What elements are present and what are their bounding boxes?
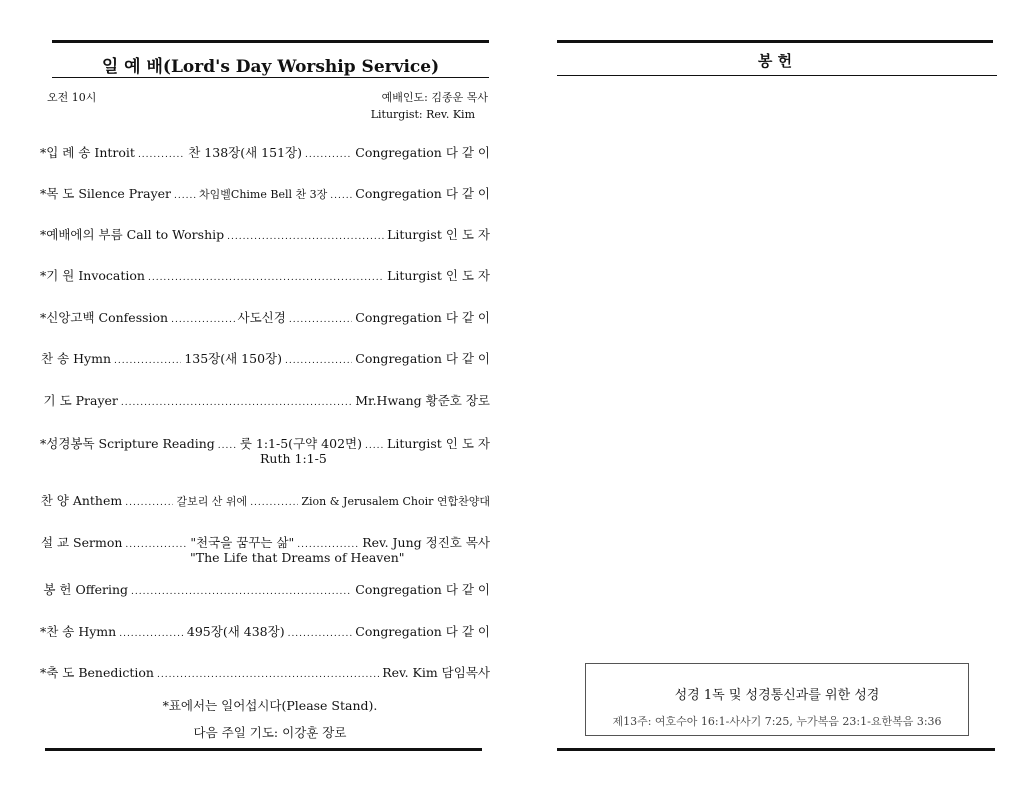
bible-reading-title: 성경 1독 및 성경통신과를 위한 성경	[674, 688, 880, 703]
service-item-leader: Congregation 다 같 이	[355, 145, 490, 160]
service-item	[40, 225, 490, 243]
leader-korean: 예배인도: 김종운 목사	[381, 91, 488, 104]
dot-leader	[131, 587, 352, 597]
service-item-leader: Congregation 다 같 이	[355, 624, 490, 639]
service-item-detail: 갈보리 산 위에	[176, 495, 248, 508]
bible-reading-text: 제13주: 여호수아 16:1-사사기 7:25, 누가복음 23:1-요한복음 3:36	[612, 715, 942, 728]
service-item-leader: Congregation 다 같 이	[355, 186, 490, 201]
service-item-title: 입 례 송 Introit	[46, 145, 135, 160]
dot-leader	[114, 356, 181, 366]
service-item-leader: Mr.Hwang 황준호 장로	[355, 393, 490, 408]
service-item-title: 기 원 Invocation	[46, 268, 145, 283]
right-bottom-rule	[557, 748, 995, 751]
service-item-detail: 495장(새 438장)	[186, 624, 285, 639]
service-item	[40, 434, 490, 452]
dot-leader	[119, 629, 184, 639]
dot-leader	[330, 191, 352, 201]
worship-title: 일 예 배(Lord's Day Worship Service)	[101, 57, 440, 77]
dot-leader	[365, 441, 384, 451]
service-item-title: 예배에의 부름 Call to Worship	[46, 227, 225, 242]
dot-leader	[289, 315, 352, 325]
next-week-prayer: 다음 주일 기도: 이강훈 장로	[193, 725, 347, 740]
service-item-title: 설 교 Sermon	[40, 535, 123, 550]
service-item-leader: Liturgist 인 도 자	[387, 436, 490, 451]
service-item-title: 기 도 Prayer	[43, 393, 118, 408]
dot-leader	[305, 150, 352, 160]
service-item	[40, 580, 490, 598]
service-item-leader: Congregation 다 같 이	[355, 310, 490, 325]
right-top-rule	[557, 40, 993, 43]
dot-leader	[297, 540, 359, 550]
offering-title: 봉 헌	[757, 52, 793, 70]
service-item	[40, 491, 490, 509]
dot-leader	[174, 191, 196, 201]
service-item-mark: *	[40, 227, 47, 242]
service-item-leader: Liturgist 인 도 자	[387, 268, 490, 283]
dot-leader	[250, 498, 298, 508]
dot-leader	[138, 150, 185, 160]
service-item	[40, 622, 490, 640]
service-item	[40, 391, 490, 409]
service-item-leader: Liturgist 인 도 자	[387, 227, 490, 242]
service-item-detail: 차임벨Chime Bell 찬 3장	[199, 188, 328, 201]
service-item-detail: 사도신경	[237, 310, 286, 325]
service-item	[40, 308, 490, 326]
dot-leader	[288, 629, 353, 639]
dot-leader	[218, 441, 237, 451]
service-item-mark: *	[40, 624, 47, 639]
dot-leader	[157, 670, 379, 680]
service-item-leader: Rev. Kim 담임목사	[382, 665, 490, 680]
leader-english: Liturgist: Rev. Kim	[370, 108, 475, 121]
stand-footnote: *표에서는 일어섭시다(Please Stand).	[162, 698, 378, 713]
right-title-underline	[557, 75, 997, 76]
service-item-leader: Congregation 다 같 이	[355, 351, 491, 366]
service-item	[40, 143, 490, 161]
service-item	[40, 663, 490, 681]
left-title-underline	[52, 77, 489, 78]
dot-leader	[125, 540, 187, 550]
service-item-detail: 135장(새 150장)	[184, 351, 282, 366]
service-item-mark: *	[40, 665, 47, 680]
service-item-title: 찬 송 Hymn	[46, 624, 117, 639]
service-item-detail: 룻 1:1-5(구약 402면)	[239, 436, 362, 451]
service-item-title: 목 도 Silence Prayer	[46, 186, 171, 201]
left-top-rule	[52, 40, 489, 43]
service-item-mark: *	[40, 436, 47, 451]
service-item-title: 봉 헌 Offering	[43, 582, 129, 597]
service-item	[40, 349, 490, 367]
dot-leader	[148, 273, 384, 283]
service-item-detail: "천국을 꿈꾸는 삶"	[190, 535, 295, 550]
service-item-mark: *	[40, 268, 47, 283]
service-item-detail: 찬 138장(새 151장)	[188, 145, 302, 160]
service-item-subtitle: Ruth 1:1-5	[260, 451, 327, 466]
service-item	[40, 184, 490, 202]
service-item	[40, 533, 490, 551]
dot-leader	[285, 356, 352, 366]
service-time: 오전 10시	[47, 91, 97, 104]
dot-leader	[125, 498, 173, 508]
service-item-leader: Rev. Jung 정진호 목사	[362, 535, 490, 550]
dot-leader	[227, 232, 384, 242]
service-item	[40, 266, 490, 284]
service-item-subtitle: "The Life that Dreams of Heaven"	[190, 550, 405, 565]
service-item-title: 축 도 Benediction	[46, 665, 154, 680]
dot-leader	[121, 398, 352, 408]
service-item-leader: Congregation 다 같 이	[355, 582, 490, 597]
service-item-mark: *	[40, 310, 47, 325]
bible-reading-box	[585, 663, 969, 736]
service-item-title: 찬 송 Hymn	[41, 351, 111, 366]
service-item-leader: Zion & Jerusalem Choir 연합찬양대	[301, 495, 490, 508]
service-item-mark: *	[40, 145, 47, 160]
left-bottom-rule	[45, 748, 482, 751]
service-item-mark: *	[40, 186, 47, 201]
dot-leader	[171, 315, 234, 325]
service-item-title: 찬 양 Anthem	[40, 493, 123, 508]
service-item-title: 신앙고백 Confession	[46, 310, 169, 325]
service-item-title: 성경봉독 Scripture Reading	[46, 436, 215, 451]
